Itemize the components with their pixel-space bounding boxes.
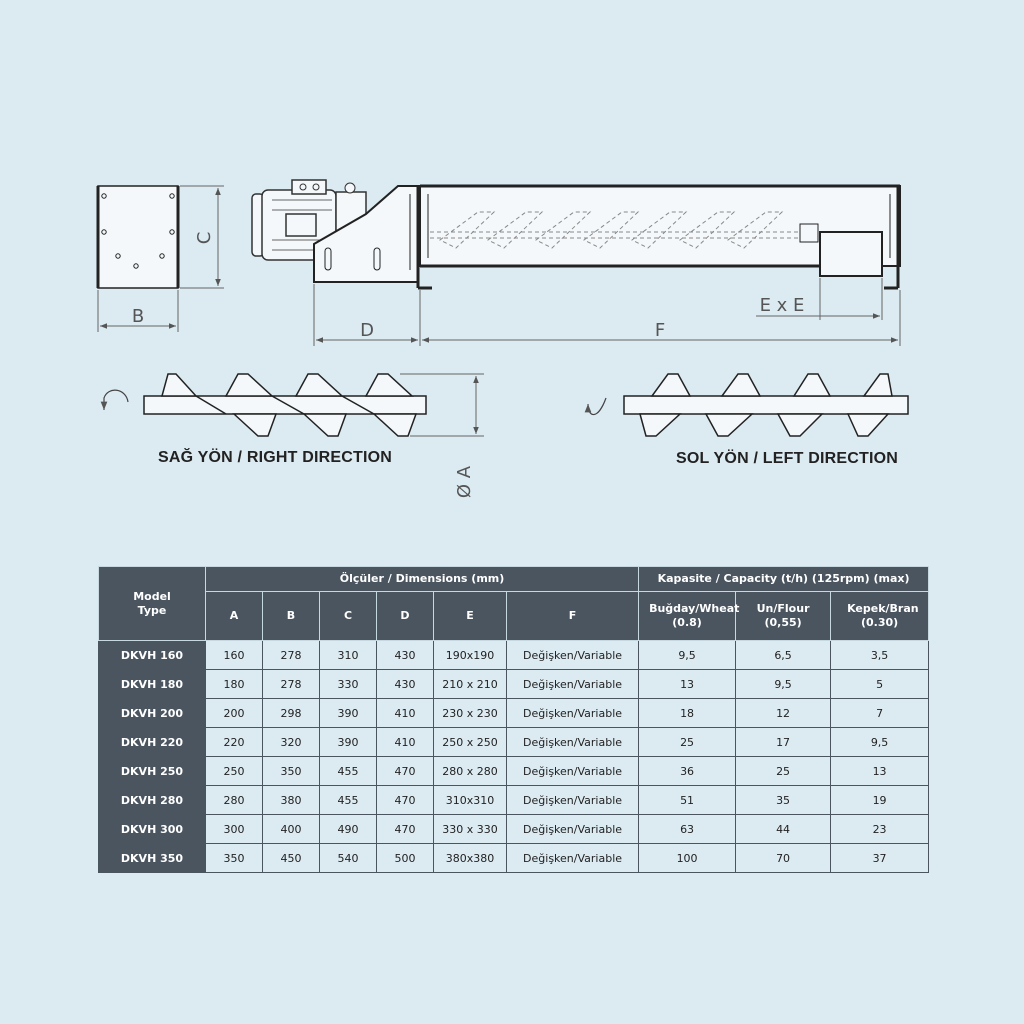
table-cell: 25	[736, 757, 831, 786]
table-cell: 390	[320, 728, 377, 757]
table-cell: 70	[736, 844, 831, 873]
left-rotation-arrow	[588, 398, 606, 415]
table-cell: 12	[736, 699, 831, 728]
table-cell: Değişken/Variable	[507, 641, 639, 670]
table-cell: 250 x 250	[434, 728, 507, 757]
table-cell: 298	[263, 699, 320, 728]
col-flour-header: Un/Flour (0,55)	[736, 592, 831, 641]
table-cell: 35	[736, 786, 831, 815]
table-body	[99, 641, 929, 873]
table-cell: 9,5	[831, 728, 929, 757]
table-cell: 210 x 210	[434, 670, 507, 699]
table-cell: 310x310	[434, 786, 507, 815]
table-cell: 390	[320, 699, 377, 728]
table-cell: 5	[831, 670, 929, 699]
table-cell: 330	[320, 670, 377, 699]
table-row	[99, 786, 929, 815]
table-cell: 430	[377, 641, 434, 670]
table-cell: 51	[639, 786, 736, 815]
dimensions-header: Ölçüler / Dimensions (mm)	[206, 567, 639, 592]
table-cell: 470	[377, 757, 434, 786]
table-cell: 280 x 280	[434, 757, 507, 786]
table-cell: 100	[639, 844, 736, 873]
table-cell: 380x380	[434, 844, 507, 873]
table-row	[99, 815, 929, 844]
table-cell: Değişken/Variable	[507, 728, 639, 757]
col-e-header: E	[434, 592, 507, 641]
table-cell: 278	[263, 641, 320, 670]
label-b: B	[131, 306, 145, 327]
table-cell: 470	[377, 786, 434, 815]
table-cell: Değişken/Variable	[507, 670, 639, 699]
table-row	[99, 757, 929, 786]
capacity-header: Kapasite / Capacity (t/h) (125rpm) (max)	[639, 567, 929, 592]
left-direction-screw	[624, 374, 908, 436]
table-cell: 17	[736, 728, 831, 757]
table-cell: 300	[206, 815, 263, 844]
model-cell: DKVH 300	[99, 815, 206, 844]
col-a-header: A	[206, 592, 263, 641]
table-cell: 9,5	[639, 641, 736, 670]
label-e: E x E	[759, 295, 805, 316]
table-cell: 455	[320, 757, 377, 786]
table-cell: 350	[206, 844, 263, 873]
table-row	[99, 699, 929, 728]
table-cell: 230 x 230	[434, 699, 507, 728]
table-cell: 44	[736, 815, 831, 844]
model-cell: DKVH 200	[99, 699, 206, 728]
label-f: F	[654, 320, 666, 341]
model-type-header: Model Type	[99, 567, 206, 641]
table-cell: 160	[206, 641, 263, 670]
model-cell: DKVH 280	[99, 786, 206, 815]
label-c: C	[194, 231, 215, 245]
table-cell: 350	[263, 757, 320, 786]
table-cell: 3,5	[831, 641, 929, 670]
table-cell: 19	[831, 786, 929, 815]
table-cell: 13	[639, 670, 736, 699]
table-row	[99, 844, 929, 873]
table-cell: 455	[320, 786, 377, 815]
table-cell: 330 x 330	[434, 815, 507, 844]
table-cell: 310	[320, 641, 377, 670]
table-cell: 37	[831, 844, 929, 873]
label-a: Ø A	[454, 465, 475, 499]
col-f-header: F	[507, 592, 639, 641]
col-c-header: C	[320, 592, 377, 641]
table-cell: 18	[639, 699, 736, 728]
table-cell: 410	[377, 728, 434, 757]
table-cell: 470	[377, 815, 434, 844]
table-cell: 180	[206, 670, 263, 699]
table-cell: 250	[206, 757, 263, 786]
table-row	[99, 641, 929, 670]
table-cell: 200	[206, 699, 263, 728]
model-cell: DKVH 220	[99, 728, 206, 757]
table-cell: 450	[263, 844, 320, 873]
model-cell: DKVH 180	[99, 670, 206, 699]
model-cell: DKVH 160	[99, 641, 206, 670]
right-direction-label: SAĞ YÖN / RIGHT DIRECTION	[158, 449, 393, 466]
table-row	[99, 670, 929, 699]
table-cell: 6,5	[736, 641, 831, 670]
table-cell: Değişken/Variable	[507, 699, 639, 728]
col-bran-header: Kepek/Bran (0.30)	[831, 592, 929, 641]
right-rotation-arrow	[104, 390, 128, 410]
table-cell: 490	[320, 815, 377, 844]
col-d-header: D	[377, 592, 434, 641]
table-cell: 36	[639, 757, 736, 786]
end-view	[98, 186, 178, 288]
right-direction-screw	[144, 374, 426, 436]
table-cell: 410	[377, 699, 434, 728]
table-cell: 280	[206, 786, 263, 815]
col-b-header: B	[263, 592, 320, 641]
table-cell: 540	[320, 844, 377, 873]
table-cell: 500	[377, 844, 434, 873]
model-cell: DKVH 250	[99, 757, 206, 786]
table-cell: 400	[263, 815, 320, 844]
table-cell: 9,5	[736, 670, 831, 699]
table-cell: 278	[263, 670, 320, 699]
table-cell: Değişken/Variable	[507, 844, 639, 873]
table-cell: 63	[639, 815, 736, 844]
table-cell: 380	[263, 786, 320, 815]
table-cell: 7	[831, 699, 929, 728]
table-cell: 320	[263, 728, 320, 757]
table-cell: Değişken/Variable	[507, 757, 639, 786]
left-direction-label: SOL YÖN / LEFT DIRECTION	[676, 450, 899, 467]
table-cell: 430	[377, 670, 434, 699]
table-cell: Değişken/Variable	[507, 815, 639, 844]
label-d: D	[360, 320, 374, 341]
table-row	[99, 728, 929, 757]
table-cell: 190x190	[434, 641, 507, 670]
table-cell: 23	[831, 815, 929, 844]
table-cell: 13	[831, 757, 929, 786]
table-cell: 220	[206, 728, 263, 757]
col-wheat-header: Buğday/Wheat (0.8)	[639, 592, 736, 641]
specifications-table	[98, 566, 929, 873]
table-cell: 25	[639, 728, 736, 757]
table-cell: Değişken/Variable	[507, 786, 639, 815]
model-cell: DKVH 350	[99, 844, 206, 873]
